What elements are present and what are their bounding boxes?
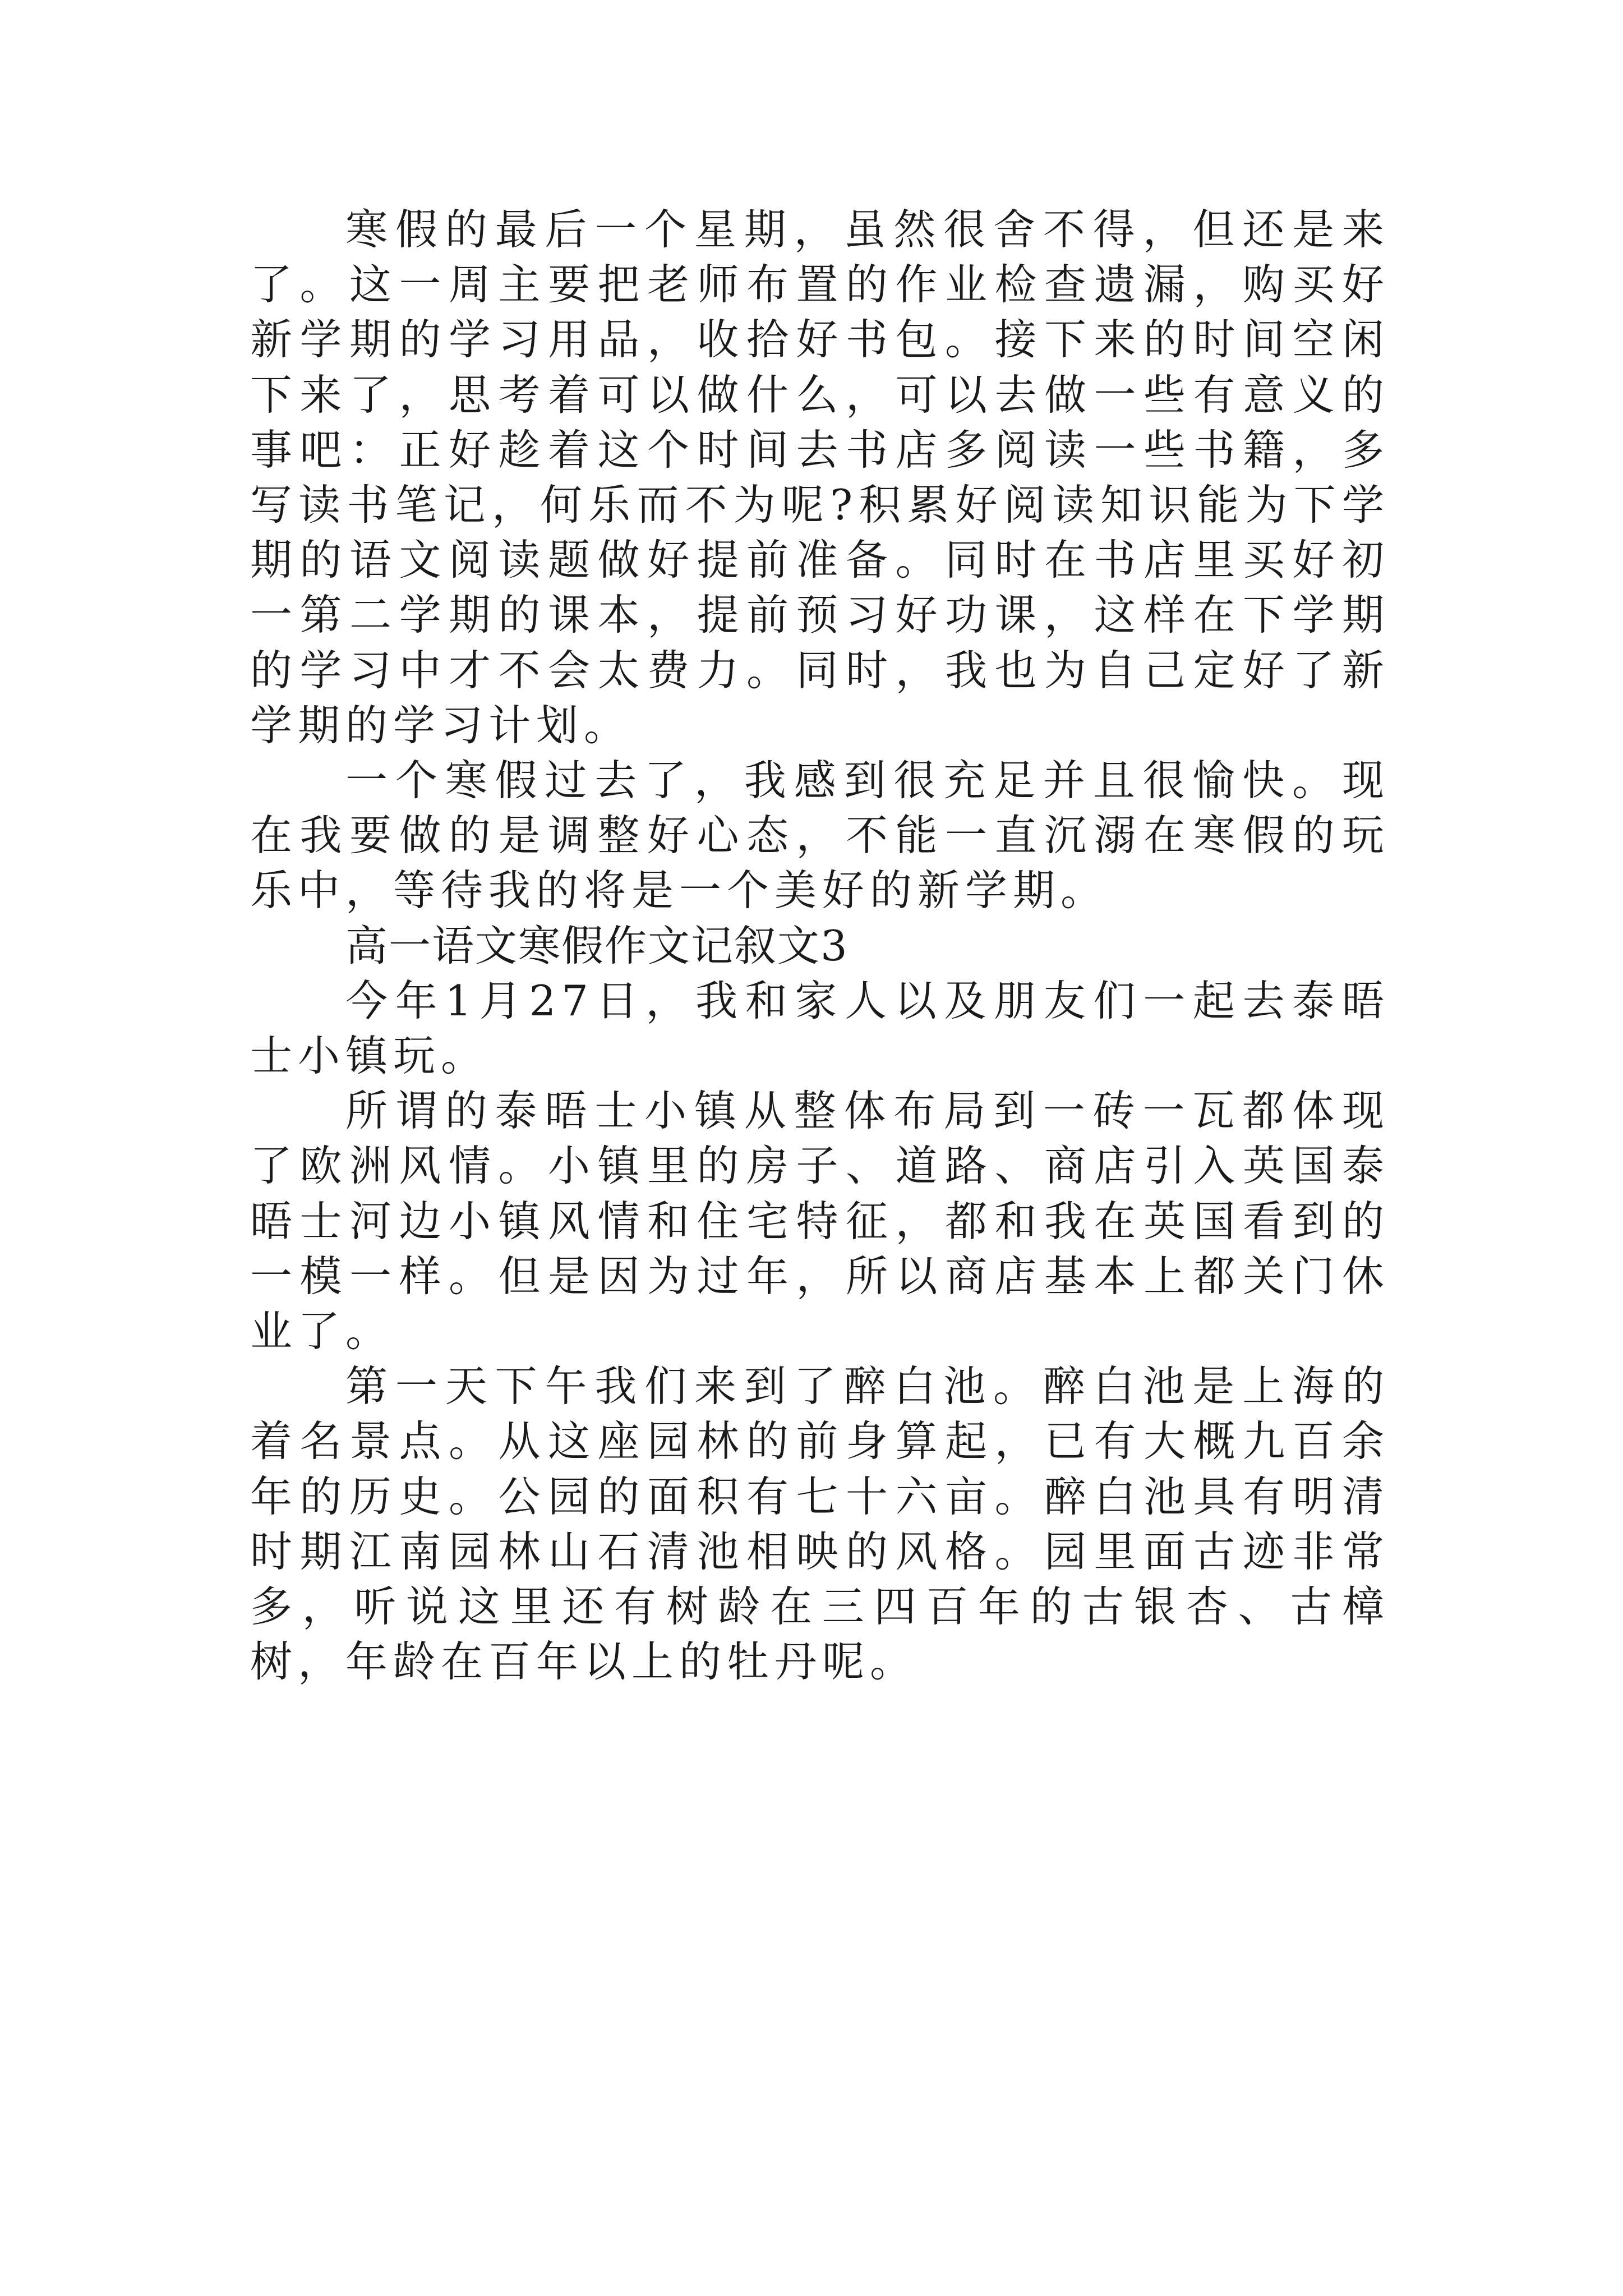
paragraph-zuibaichi: 第一天下午我们来到了醉白池。醉白池是上海的着名景点。从这座园林的前身算起，已有大概九百余年的历史。公园的面积有七十六亩。醉白池具有明清时期江南园林山石清池相映的风格。园里面古迹非常多，听说这里还有树龄在三四百年的古银杏、古樟树，年龄在百年以上的牡丹呢。 [250,1361,1390,1687]
section-heading: 高一语文寒假作文记叙文3 [345,921,849,970]
paragraph-trip-date: 今年1月27日，我和家人以及朋友们一起去泰晤士小镇玩。 [250,976,1390,1081]
paragraph-last-week: 寒假的最后一个星期，虽然很舍不得，但还是来了。这一周主要把老师布置的作业检查遗漏，购买好新学期的学习用品，收拾好书包。接下来的时间空闲下来了，思考着可以做什么，可以去做一些有意义的事吧：正好趁着这个时间去书店多阅读一些书籍，多写读书笔记，何乐而不为呢?积累好阅读知识能为下学期的语文阅读题做好提前准备。同时在书店里买好初一第二学期的课本，提前预习好功课，这样在下学期的学习中才不会太费力。同时，我也为自己定好了新学期的学习计划。 [250,205,1390,750]
paragraph-thames-town: 所谓的泰晤士小镇从整体布局到一砖一瓦都体现了欧洲风情。小镇里的房子、道路、商店引入英国泰晤士河边小镇风情和住宅特征，都和我在英国看到的一模一样。但是因为过年，所以商店基本上都关门休业了。 [250,1086,1390,1356]
paragraph-winter-break-over: 一个寒假过去了，我感到很充足并且很愉快。现在我要做的是调整好心态，不能一直沉溺在寒假的玩乐中，等待我的将是一个美好的新学期。 [250,756,1390,915]
document-body [250,202,1390,1689]
